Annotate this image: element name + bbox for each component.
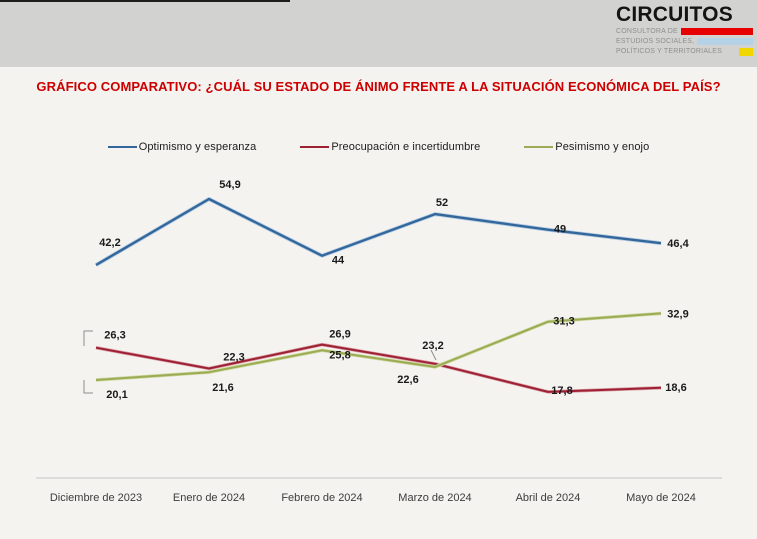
- logo-tagline-text: CONSULTORA DE: [616, 28, 678, 35]
- chart-title-text: GRÁFICO COMPARATIVO: ¿CUÁL SU ESTADO DE ÁNIMO FRENTE A LA SITUACIÓN ECONÓMICA DEL PAÍS?: [36, 79, 721, 94]
- series-line-0: [96, 199, 661, 265]
- data-label-1-4: 17,8: [551, 384, 573, 397]
- legend-label: Optimismo y esperanza: [138, 141, 257, 153]
- data-label-1-3: 23,2: [422, 339, 444, 352]
- data-label-1-2: 26,9: [329, 328, 351, 341]
- logo-tagline-text: POLÍTICOS Y TERRITORIALES: [616, 48, 723, 55]
- logo-brand-text: CIRCUITOS: [616, 3, 733, 26]
- label-leader-20-1: [84, 380, 93, 393]
- data-label-0-0: 42,2: [99, 237, 121, 250]
- data-label-2-5: 32,9: [667, 308, 689, 321]
- x-tick-label: Enero de 2024: [172, 492, 246, 504]
- data-label-2-3: 22,6: [397, 373, 419, 386]
- legend-label: Preocupación e incertidumbre: [331, 141, 481, 153]
- x-tick-label: Diciembre de 2023: [49, 492, 143, 504]
- x-tick-label: Mayo de 2024: [626, 492, 696, 504]
- series-line-2: [96, 313, 661, 380]
- x-tick-label: Febrero de 2024: [281, 492, 363, 504]
- data-label-2-1: 21,6: [212, 382, 234, 395]
- series-halo-2: [96, 313, 661, 380]
- data-label-1-1: 22,3: [223, 351, 245, 364]
- data-label-0-1: 54,9: [219, 179, 241, 191]
- data-label-0-3: 52: [435, 197, 449, 210]
- data-label-1-0: 26,3: [104, 329, 126, 342]
- data-label-2-2: 25,8: [329, 349, 351, 362]
- data-label-2-0: 20,1: [106, 388, 128, 401]
- data-label-2-4: 31,3: [553, 315, 575, 328]
- data-label-0-5: 46,4: [667, 238, 689, 251]
- data-label-1-5: 18,6: [665, 381, 687, 394]
- logo-tagline-text: ESTUDIOS SOCIALES,: [616, 38, 695, 45]
- x-tick-label: Abril de 2024: [515, 492, 581, 504]
- label-leader-26-3: [84, 331, 93, 346]
- legend-label: Pesimismo y enojo: [555, 141, 650, 153]
- data-label-0-2: 44: [331, 254, 345, 267]
- x-tick-label: Marzo de 2024: [398, 492, 472, 504]
- data-label-0-4: 49: [553, 223, 567, 236]
